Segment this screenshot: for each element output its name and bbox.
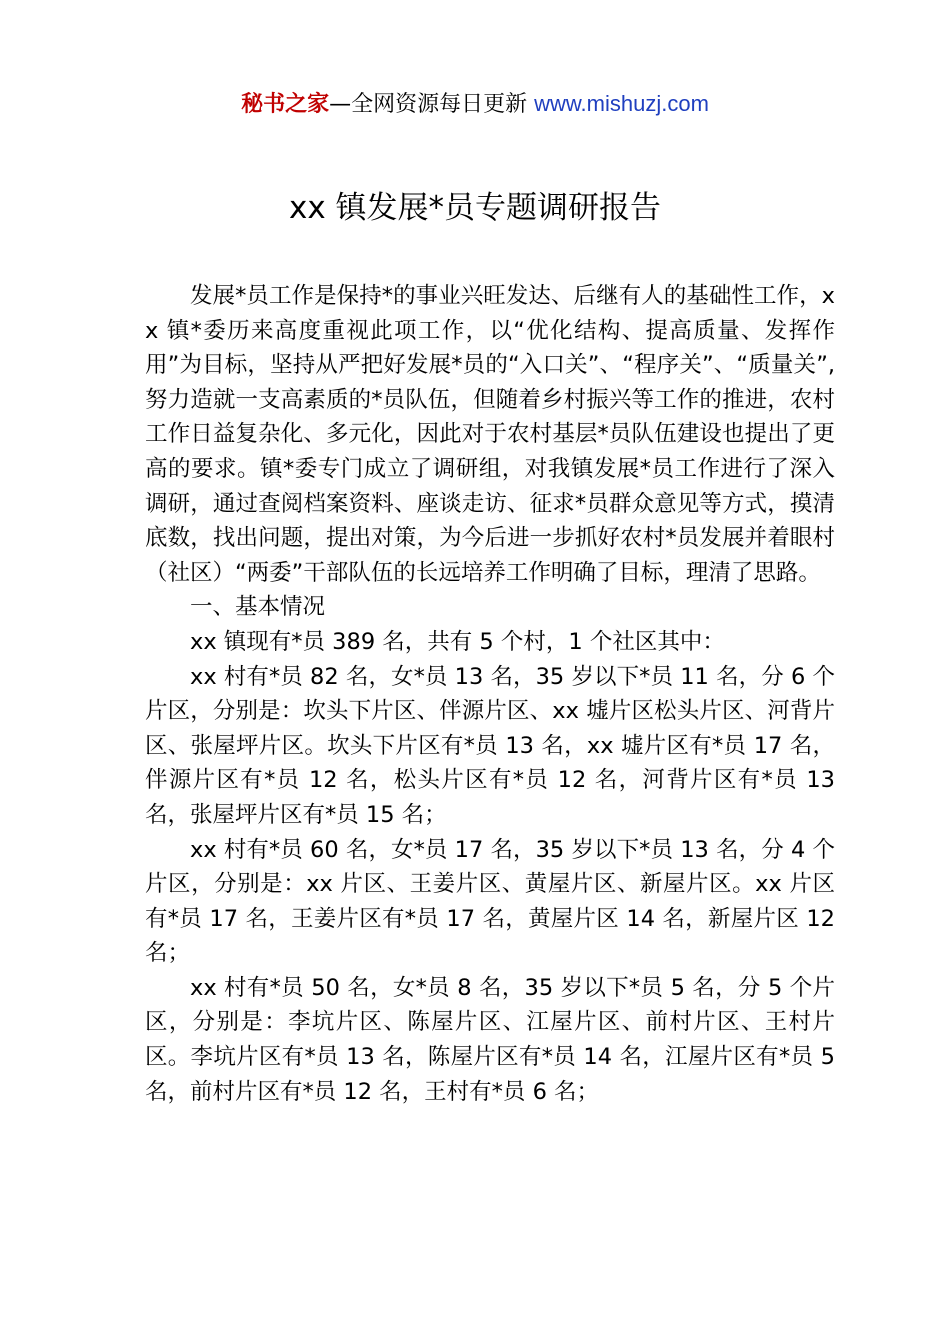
village-paragraph: xx 村有*员 60 名，女*员 17 名，35 岁以下*员 13 名，分 4 个片区，分别是：xx 片区、王姜片区、黄屋片区、新屋片区。xx 片区有*员 17 名，王姜片区有*员 17 名，黄屋片区 14 名，新屋片区 12 名； [145, 836, 835, 967]
site-header [0, 88, 950, 121]
village-paragraph: xx 村有*员 82 名，女*员 13 名，35 岁以下*员 11 名，分 6 个片区，分别是：坎头下片区、伴源片区、xx 墟片区松头片区、河背片区、张屋坪片区。坎头下片区有*员 13 名，xx 墟片区有*员 17 名，伴源片区有*员 12 名，松头片区有*员 12 名，河背片区有*员 13 名，张屋坪片区有*员 15 名； [145, 663, 835, 828]
document-title: xx 镇发展*员专题调研报告 [288, 190, 662, 226]
summary-paragraph: xx 镇现有*员 389 名，共有 5 个村，1 个社区其中： [190, 628, 725, 655]
site-name: 秘书之家 [241, 92, 330, 117]
intro-paragraph: 发展*员工作是保持*的事业兴旺发达、后继有人的基础性工作，xx 镇*委历来高度重视此项工作，以“优化结构、提高质量、发挥作用”为目标，坚持从严把好发展*员的“入口关”、“程序关”、“质量关”,努力造就一支高素质的*员队伍，但随着乡村振兴等工作的推进，农村工作日益复杂化、多元化，因此对于农村基层*员队伍建设也提出了更高的要求。镇*委专门成立了调研组，对我镇发展*员工作进行了深入调研，通过查阅档案资料、座谈走访、征求*员群众意见等方式，摸清底数，找出问题，提出对策，为今后进一步抓好农村*员发展并着眼村（社区）“两委”干部队伍的长远培养工作明确了目标，理清了思路。 [145, 283, 835, 586]
section-heading: 一、基本情况 [190, 594, 326, 621]
document-body [145, 279, 835, 1109]
site-url-link[interactable]: www.mishuzj.com [534, 91, 709, 116]
village-paragraph: xx 村有*员 50 名，女*员 8 名，35 岁以下*员 5 名，分 5 个片区，分别是：李坑片区、陈屋片区、江屋片区、前村片区、王村片区。李坑片区有*员 13 名，陈屋片区有*员 14 名，江屋片区有*员 5 名，前村片区有*员 12 名，王村有*员 6 名； [145, 974, 835, 1105]
site-tagline: —全网资源每日更新 [329, 92, 535, 117]
